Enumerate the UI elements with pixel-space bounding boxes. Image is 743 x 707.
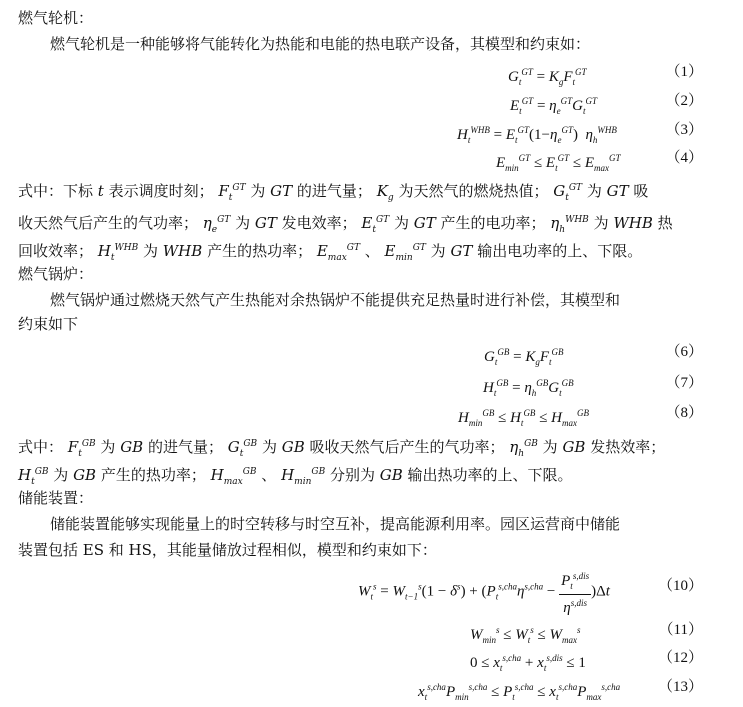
equation-10: $W_t^s = W_{t-1}^s(1 - \delta^s) + (P_t^{s,cha}\eta^{s,cha}$ − $\frac{P_t^{s,dis}}{\eta^{s,dis}}$ )Δt [358, 568, 610, 616]
gas-turbine-desc-line-1: 式中：下标 t 表示调度时刻； $F_t^{GT}$ 为 GT 的进气量； $K_g$ 为天然气的燃烧热值； $G_t^{GT}$ 为 GT 吸 [18, 182, 649, 203]
equation-number-11: （11） [658, 622, 703, 638]
gas-boiler-desc-line-2: $H_t^{GB}$ 为 GB 产生的热功率； $H_{max}^{GB}$ 、 $H_{min}^{GB}$ 分别为 GB 输出热功率的上、下限。 [18, 466, 573, 487]
gas-boiler-intro-line-1: 燃气锅炉通过燃烧天然气产生热能对余热锅炉不能提供充足热量时进行补偿，其模型和 [50, 291, 621, 309]
equation-7: $H_t^{GB} = \eta_h^{GB}G_t^{GB}$ [483, 378, 574, 398]
equation-3: $H_t^{WHB} = E_t^{GT}(1-\eta_e^{GT})$ $\eta_h^{WHB}$ [457, 125, 617, 145]
gas-turbine-desc-line-3: 回收效率； $H_t^{WHB}$ 为 WHB 产生的热功率； $E_{max}^{GT}$ 、 $E_{min}^{GT}$ 为 GT 输出电功率的上、下限。 [18, 242, 643, 263]
equation-4: $E_{min}^{GT} \le E_t^{GT} \le E_{max}^{GT}$ [496, 153, 621, 173]
equation-11: $W_{min}^s \le W_t^s \le W_{max}^s$ [470, 625, 581, 645]
gas-boiler-intro-line-2: 约束如下 [18, 315, 79, 333]
energy-storage-intro-line-1: 储能装置能够实现能量上的时空转移与时空互补，提高能源利用率。园区运营商中储能 [50, 515, 621, 533]
equation-number-4: （4） [665, 150, 703, 166]
equation-number-6: （6） [665, 344, 703, 360]
equation-number-8: （8） [665, 405, 703, 421]
equation-number-7: （7） [665, 375, 703, 391]
energy-storage-intro-line-2: 装置包括 ES 和 HS，其能量储放过程相似，模型和约束如下： [18, 541, 437, 559]
equation-6: $G_t^{GB} = K_gF_t^{GB}$ [484, 347, 564, 367]
equation-12: $0 \le x_t^{s,cha} + x_t^{s,dis} \le 1$ [470, 653, 586, 673]
equation-number-3: （3） [665, 122, 703, 138]
equation-number-13: （13） [657, 679, 703, 695]
equation-number-10: （10） [657, 578, 703, 594]
equation-1: $G_t^{GT} = K_gF_t^{GT}$ [508, 67, 587, 87]
equation-13: $x_t^{s,cha}P_{min}^{s,cha} \le P_t^{s,cha} \le x_t^{s,cha}P_{max}^{s,cha}$ [418, 682, 621, 702]
section-heading-gas-boiler: 燃气锅炉： [18, 265, 94, 283]
gas-turbine-desc-line-2: 收天然气后产生的气功率； $\eta_e^{GT}$ 为 GT 发电效率； $E_t^{GT}$ 为 GT 产生的电功率； $\eta_h^{WHB}$ 为 WHB 热 [18, 214, 673, 235]
gas-boiler-desc-line-1: 式中： $F_t^{GB}$ 为 GB 的进气量； $G_t^{GB}$ 为 GB 吸收天然气后产生的气功率； $\eta_h^{GB}$ 为 GB 发热效率； [18, 438, 666, 459]
equation-number-2: （2） [665, 93, 703, 109]
equation-number-1: （1） [665, 64, 703, 80]
section-heading-energy-storage: 储能装置： [18, 489, 94, 507]
section-heading-gas-turbine: 燃气轮机： [18, 9, 94, 27]
gas-turbine-intro: 燃气轮机是一种能够将气能转化为热能和电能的热电联产设备，其模型和约束如： [50, 35, 591, 53]
equation-2: $E_t^{GT} = \eta_e^{GT}G_t^{GT}$ [510, 96, 598, 116]
equation-number-12: （12） [657, 650, 703, 666]
equation-8: $H_{min}^{GB} \le H_t^{GB} \le H_{max}^{GB}$ [458, 408, 590, 428]
